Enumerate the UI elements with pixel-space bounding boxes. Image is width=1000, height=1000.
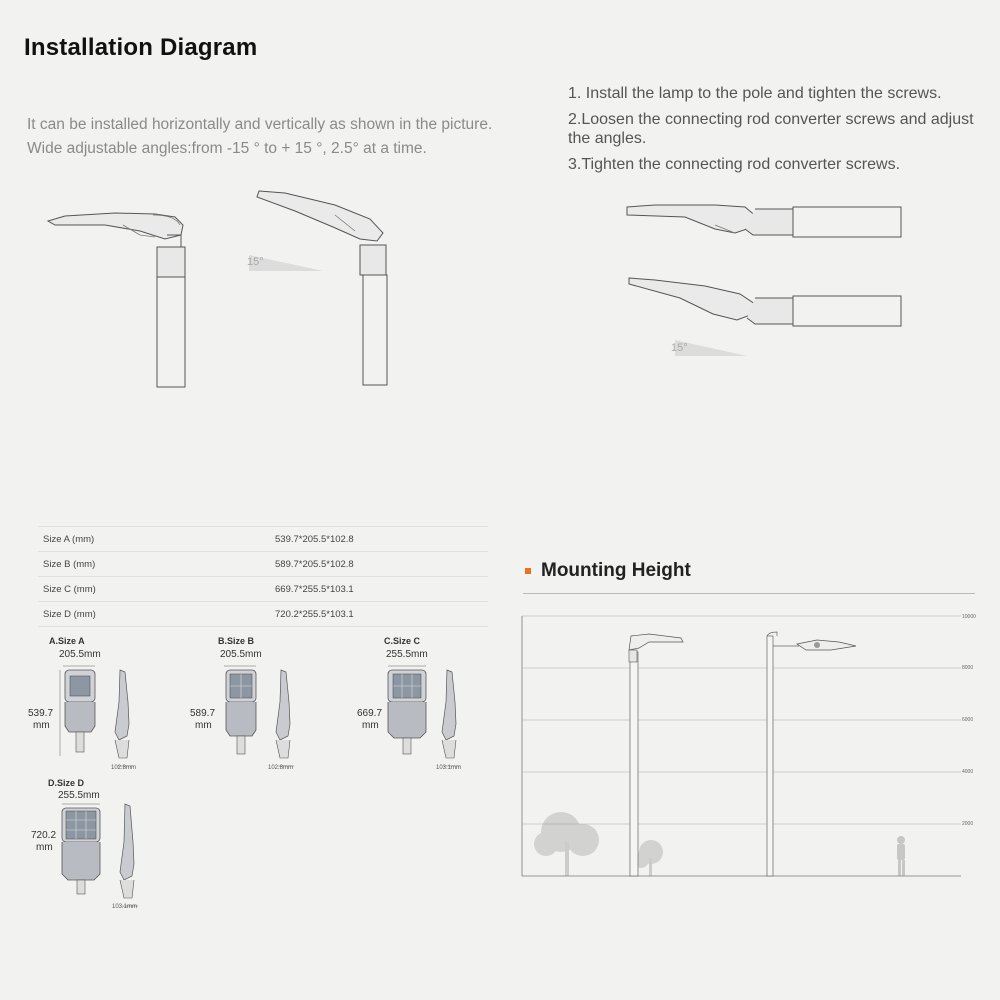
- table-row: [38, 602, 488, 627]
- orange-square-icon: [525, 568, 531, 574]
- height-label: 589.7: [190, 708, 216, 719]
- mounting-height-diagram: [521, 612, 981, 880]
- size-value: 669.7*255.5*103.1: [275, 583, 354, 595]
- table-row: [38, 526, 488, 552]
- size-drawing-title: A.Size A: [49, 636, 85, 646]
- size-drawing-b: [190, 636, 320, 776]
- tree-icon: [534, 812, 599, 876]
- angle-label-1: 15°: [247, 256, 264, 268]
- height-label: 720.2: [31, 830, 57, 841]
- scale-label-4000: 4000: [962, 769, 974, 775]
- step-2: 2.Loosen the connecting rod converter screws and adjust the angles.: [568, 111, 974, 147]
- width-label: 255.5mm: [58, 790, 100, 801]
- scale-label-8000: 8000: [962, 665, 974, 671]
- size-table: [38, 526, 488, 627]
- height-unit: mm: [36, 842, 53, 853]
- intro-line-2: Wide adjustable angles:from -15 ° to + 15 °, 2.5° at a time.: [27, 140, 427, 157]
- step-3: 3.Tighten the connecting rod converter screws.: [568, 156, 901, 173]
- person-icon: [897, 836, 905, 876]
- lamp-front-side-drawing: [58, 802, 153, 912]
- table-row: [38, 577, 488, 602]
- heading-divider: [523, 593, 975, 594]
- step-1: 1. Install the lamp to the pole and tighten the screws.: [568, 85, 942, 102]
- lamp-front-side-drawing: [57, 662, 152, 772]
- mounting-height-title: Mounting Height: [541, 560, 691, 581]
- depth-label: 103.1mm: [112, 904, 138, 910]
- size-drawing-d: [28, 778, 158, 918]
- height-unit: mm: [195, 720, 212, 731]
- lamp-vertical-pole-diagram: [45, 205, 195, 390]
- mounting-height-heading: [525, 560, 691, 582]
- lamp-front-side-drawing: [218, 662, 313, 772]
- scale-label-2000: 2000: [962, 821, 974, 827]
- size-value: 589.7*205.5*102.8: [275, 558, 354, 570]
- width-label: 205.5mm: [220, 649, 262, 660]
- intro-line-1: It can be installed horizontally and vertically as shown in the picture.: [27, 116, 493, 133]
- size-drawing-c: [356, 636, 486, 776]
- size-label: Size D (mm): [43, 608, 96, 620]
- height-label: 669.7: [357, 708, 383, 719]
- lamp-tilted-pole-diagram: [245, 185, 405, 390]
- width-label: 205.5mm: [59, 649, 101, 660]
- size-drawing-title: B.Size B: [218, 636, 255, 646]
- scale-label-6000: 6000: [962, 717, 974, 723]
- size-drawing-title: C.Size C: [384, 636, 421, 646]
- lamp-horizontal-pipe-diagram: [625, 195, 910, 245]
- size-label: Size A (mm): [43, 533, 95, 545]
- lamp-tilted-pipe-diagram: [625, 270, 910, 360]
- depth-label: 102.8mm: [111, 765, 137, 771]
- depth-label: 103.1mm: [436, 765, 462, 771]
- depth-label: 102.8mm: [268, 765, 294, 771]
- lamp-front-side-drawing: [384, 662, 479, 772]
- size-label: Size C (mm): [43, 583, 96, 595]
- angle-label-2: 15°: [671, 342, 688, 354]
- height-label: 539.7: [28, 708, 54, 719]
- width-label: 255.5mm: [386, 649, 428, 660]
- scale-label-10000: 10000: [962, 614, 976, 620]
- size-drawing-a: [25, 636, 155, 776]
- size-value: 720.2*255.5*103.1: [275, 608, 354, 620]
- size-drawing-title: D.Size D: [48, 778, 85, 788]
- install-steps: [568, 84, 988, 181]
- height-unit: mm: [33, 720, 50, 731]
- page-title: Installation Diagram: [24, 34, 258, 61]
- intro-text: [27, 113, 492, 161]
- size-label: Size B (mm): [43, 558, 96, 570]
- size-value: 539.7*205.5*102.8: [275, 533, 354, 545]
- table-row: [38, 552, 488, 577]
- height-unit: mm: [362, 720, 379, 731]
